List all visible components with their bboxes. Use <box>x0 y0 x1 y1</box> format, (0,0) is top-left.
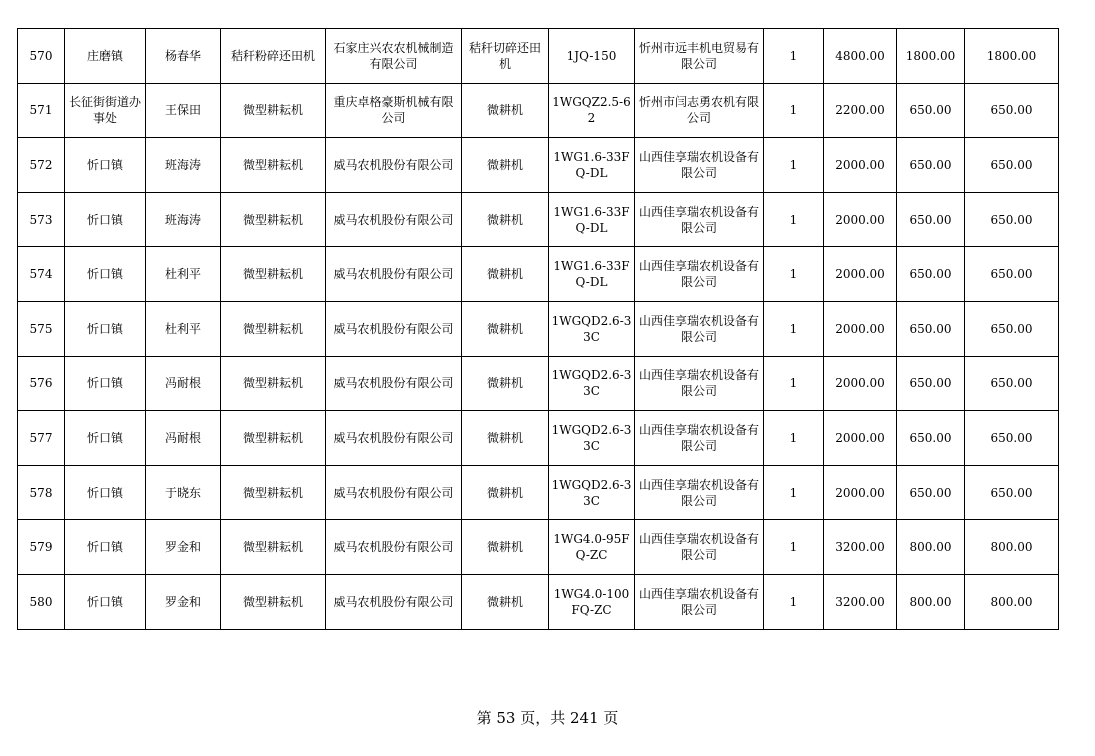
cell-township: 忻口镇 <box>65 520 146 575</box>
cell-model: 1WG1.6-33FQ-DL <box>549 247 635 302</box>
cell-quantity: 1 <box>764 574 824 629</box>
cell-quantity: 1 <box>764 138 824 193</box>
cell-sale-price: 2000.00 <box>824 411 897 466</box>
cell-machine-type: 微耕机 <box>462 192 549 247</box>
cell-dealer: 山西佳享瑞农机设备有限公司 <box>635 192 764 247</box>
cell-total-subsidy: 800.00 <box>965 520 1059 575</box>
cell-unit-subsidy: 1800.00 <box>897 29 965 84</box>
cell-machine-type: 微耕机 <box>462 138 549 193</box>
cell-dealer: 山西佳享瑞农机设备有限公司 <box>635 247 764 302</box>
cell-unit-subsidy: 650.00 <box>897 465 965 520</box>
cell-quantity: 1 <box>764 192 824 247</box>
cell-machine-type: 微耕机 <box>462 356 549 411</box>
table-row <box>18 520 1059 575</box>
cell-buyer-name: 冯耐根 <box>146 411 221 466</box>
cell-model: 1WGQD2.6-33C <box>549 356 635 411</box>
cell-buyer-name: 杜利平 <box>146 247 221 302</box>
cell-serial-number: 571 <box>18 83 65 138</box>
cell-machine-item: 微型耕耘机 <box>221 411 326 466</box>
cell-sale-price: 2000.00 <box>824 247 897 302</box>
table-row <box>18 301 1059 356</box>
cell-manufacturer: 威马农机股份有限公司 <box>326 465 462 520</box>
cell-serial-number: 580 <box>18 574 65 629</box>
cell-machine-type: 微耕机 <box>462 301 549 356</box>
cell-model: 1WGQD2.6-33C <box>549 301 635 356</box>
cell-machine-item: 微型耕耘机 <box>221 301 326 356</box>
cell-serial-number: 574 <box>18 247 65 302</box>
table-row <box>18 411 1059 466</box>
cell-township: 忻口镇 <box>65 247 146 302</box>
cell-quantity: 1 <box>764 520 824 575</box>
cell-serial-number: 579 <box>18 520 65 575</box>
cell-model: 1WG1.6-33FQ-DL <box>549 192 635 247</box>
cell-dealer: 山西佳享瑞农机设备有限公司 <box>635 411 764 466</box>
cell-serial-number: 576 <box>18 356 65 411</box>
cell-total-subsidy: 650.00 <box>965 465 1059 520</box>
cell-manufacturer: 威马农机股份有限公司 <box>326 356 462 411</box>
cell-quantity: 1 <box>764 465 824 520</box>
cell-sale-price: 2000.00 <box>824 356 897 411</box>
cell-serial-number: 572 <box>18 138 65 193</box>
cell-dealer: 忻州市闫志勇农机有限公司 <box>635 83 764 138</box>
cell-quantity: 1 <box>764 411 824 466</box>
cell-model: 1WG1.6-33FQ-DL <box>549 138 635 193</box>
cell-machine-item: 微型耕耘机 <box>221 83 326 138</box>
cell-dealer: 山西佳享瑞农机设备有限公司 <box>635 465 764 520</box>
cell-sale-price: 4800.00 <box>824 29 897 84</box>
cell-serial-number: 577 <box>18 411 65 466</box>
cell-township: 忻口镇 <box>65 301 146 356</box>
cell-machine-type: 微耕机 <box>462 465 549 520</box>
page-number: 第 53 页，共 241 页 <box>476 709 619 727</box>
cell-total-subsidy: 1800.00 <box>965 29 1059 84</box>
cell-serial-number: 573 <box>18 192 65 247</box>
cell-buyer-name: 杨春华 <box>146 29 221 84</box>
cell-township: 庄磨镇 <box>65 29 146 84</box>
cell-sale-price: 2000.00 <box>824 301 897 356</box>
table-row <box>18 574 1059 629</box>
table-body <box>18 29 1059 630</box>
cell-total-subsidy: 650.00 <box>965 301 1059 356</box>
cell-model: 1WGQD2.6-33C <box>549 465 635 520</box>
table-row <box>18 192 1059 247</box>
cell-model: 1WGQZ2.5-62 <box>549 83 635 138</box>
cell-dealer: 山西佳享瑞农机设备有限公司 <box>635 574 764 629</box>
cell-machine-item: 微型耕耘机 <box>221 574 326 629</box>
cell-total-subsidy: 650.00 <box>965 411 1059 466</box>
cell-model: 1WG4.0-100FQ-ZC <box>549 574 635 629</box>
cell-serial-number: 575 <box>18 301 65 356</box>
cell-manufacturer: 威马农机股份有限公司 <box>326 574 462 629</box>
cell-model: 1WGQD2.6-33C <box>549 411 635 466</box>
cell-buyer-name: 杜利平 <box>146 301 221 356</box>
cell-machine-item: 秸秆粉碎还田机 <box>221 29 326 84</box>
cell-unit-subsidy: 650.00 <box>897 83 965 138</box>
cell-total-subsidy: 650.00 <box>965 192 1059 247</box>
cell-township: 忻口镇 <box>65 356 146 411</box>
cell-machine-type: 微耕机 <box>462 520 549 575</box>
cell-machine-type: 微耕机 <box>462 83 549 138</box>
cell-quantity: 1 <box>764 29 824 84</box>
cell-township: 忻口镇 <box>65 192 146 247</box>
cell-quantity: 1 <box>764 83 824 138</box>
cell-buyer-name: 王保田 <box>146 83 221 138</box>
cell-buyer-name: 冯耐根 <box>146 356 221 411</box>
cell-model: 1WG4.0-95FQ-ZC <box>549 520 635 575</box>
table-row <box>18 465 1059 520</box>
cell-unit-subsidy: 800.00 <box>897 574 965 629</box>
subsidy-table <box>17 28 1059 630</box>
cell-township: 忻口镇 <box>65 574 146 629</box>
cell-manufacturer: 威马农机股份有限公司 <box>326 138 462 193</box>
cell-model: 1JQ-150 <box>549 29 635 84</box>
cell-machine-type: 秸秆切碎还田机 <box>462 29 549 84</box>
cell-buyer-name: 罗金和 <box>146 574 221 629</box>
table-row <box>18 138 1059 193</box>
cell-sale-price: 3200.00 <box>824 520 897 575</box>
table-row <box>18 83 1059 138</box>
cell-unit-subsidy: 650.00 <box>897 356 965 411</box>
cell-buyer-name: 班海涛 <box>146 138 221 193</box>
cell-sale-price: 3200.00 <box>824 574 897 629</box>
table-row <box>18 356 1059 411</box>
cell-buyer-name: 罗金和 <box>146 520 221 575</box>
cell-buyer-name: 班海涛 <box>146 192 221 247</box>
cell-dealer: 忻州市远丰机电贸易有限公司 <box>635 29 764 84</box>
cell-machine-type: 微耕机 <box>462 411 549 466</box>
cell-machine-item: 微型耕耘机 <box>221 465 326 520</box>
cell-unit-subsidy: 650.00 <box>897 301 965 356</box>
cell-total-subsidy: 650.00 <box>965 83 1059 138</box>
cell-manufacturer: 威马农机股份有限公司 <box>326 520 462 575</box>
cell-machine-item: 微型耕耘机 <box>221 520 326 575</box>
cell-township: 忻口镇 <box>65 411 146 466</box>
cell-total-subsidy: 800.00 <box>965 574 1059 629</box>
cell-machine-type: 微耕机 <box>462 574 549 629</box>
cell-township: 忻口镇 <box>65 138 146 193</box>
cell-sale-price: 2000.00 <box>824 138 897 193</box>
table-row <box>18 247 1059 302</box>
cell-unit-subsidy: 650.00 <box>897 138 965 193</box>
cell-total-subsidy: 650.00 <box>965 138 1059 193</box>
cell-machine-item: 微型耕耘机 <box>221 138 326 193</box>
cell-serial-number: 570 <box>18 29 65 84</box>
cell-machine-item: 微型耕耘机 <box>221 192 326 247</box>
cell-sale-price: 2000.00 <box>824 465 897 520</box>
cell-dealer: 山西佳享瑞农机设备有限公司 <box>635 138 764 193</box>
cell-serial-number: 578 <box>18 465 65 520</box>
cell-dealer: 山西佳享瑞农机设备有限公司 <box>635 301 764 356</box>
cell-unit-subsidy: 800.00 <box>897 520 965 575</box>
cell-township: 忻口镇 <box>65 465 146 520</box>
cell-quantity: 1 <box>764 301 824 356</box>
cell-sale-price: 2200.00 <box>824 83 897 138</box>
cell-dealer: 山西佳享瑞农机设备有限公司 <box>635 356 764 411</box>
cell-unit-subsidy: 650.00 <box>897 192 965 247</box>
cell-manufacturer: 石家庄兴农农机械制造有限公司 <box>326 29 462 84</box>
cell-total-subsidy: 650.00 <box>965 356 1059 411</box>
cell-machine-type: 微耕机 <box>462 247 549 302</box>
cell-quantity: 1 <box>764 356 824 411</box>
cell-buyer-name: 于晓东 <box>146 465 221 520</box>
cell-manufacturer: 重庆卓格豪斯机械有限公司 <box>326 83 462 138</box>
cell-unit-subsidy: 650.00 <box>897 411 965 466</box>
cell-sale-price: 2000.00 <box>824 192 897 247</box>
cell-quantity: 1 <box>764 247 824 302</box>
cell-unit-subsidy: 650.00 <box>897 247 965 302</box>
cell-manufacturer: 威马农机股份有限公司 <box>326 247 462 302</box>
table-row <box>18 29 1059 84</box>
cell-manufacturer: 威马农机股份有限公司 <box>326 301 462 356</box>
cell-machine-item: 微型耕耘机 <box>221 356 326 411</box>
cell-manufacturer: 威马农机股份有限公司 <box>326 411 462 466</box>
cell-dealer: 山西佳享瑞农机设备有限公司 <box>635 520 764 575</box>
cell-manufacturer: 威马农机股份有限公司 <box>326 192 462 247</box>
cell-total-subsidy: 650.00 <box>965 247 1059 302</box>
cell-township: 长征街街道办事处 <box>65 83 146 138</box>
cell-machine-item: 微型耕耘机 <box>221 247 326 302</box>
